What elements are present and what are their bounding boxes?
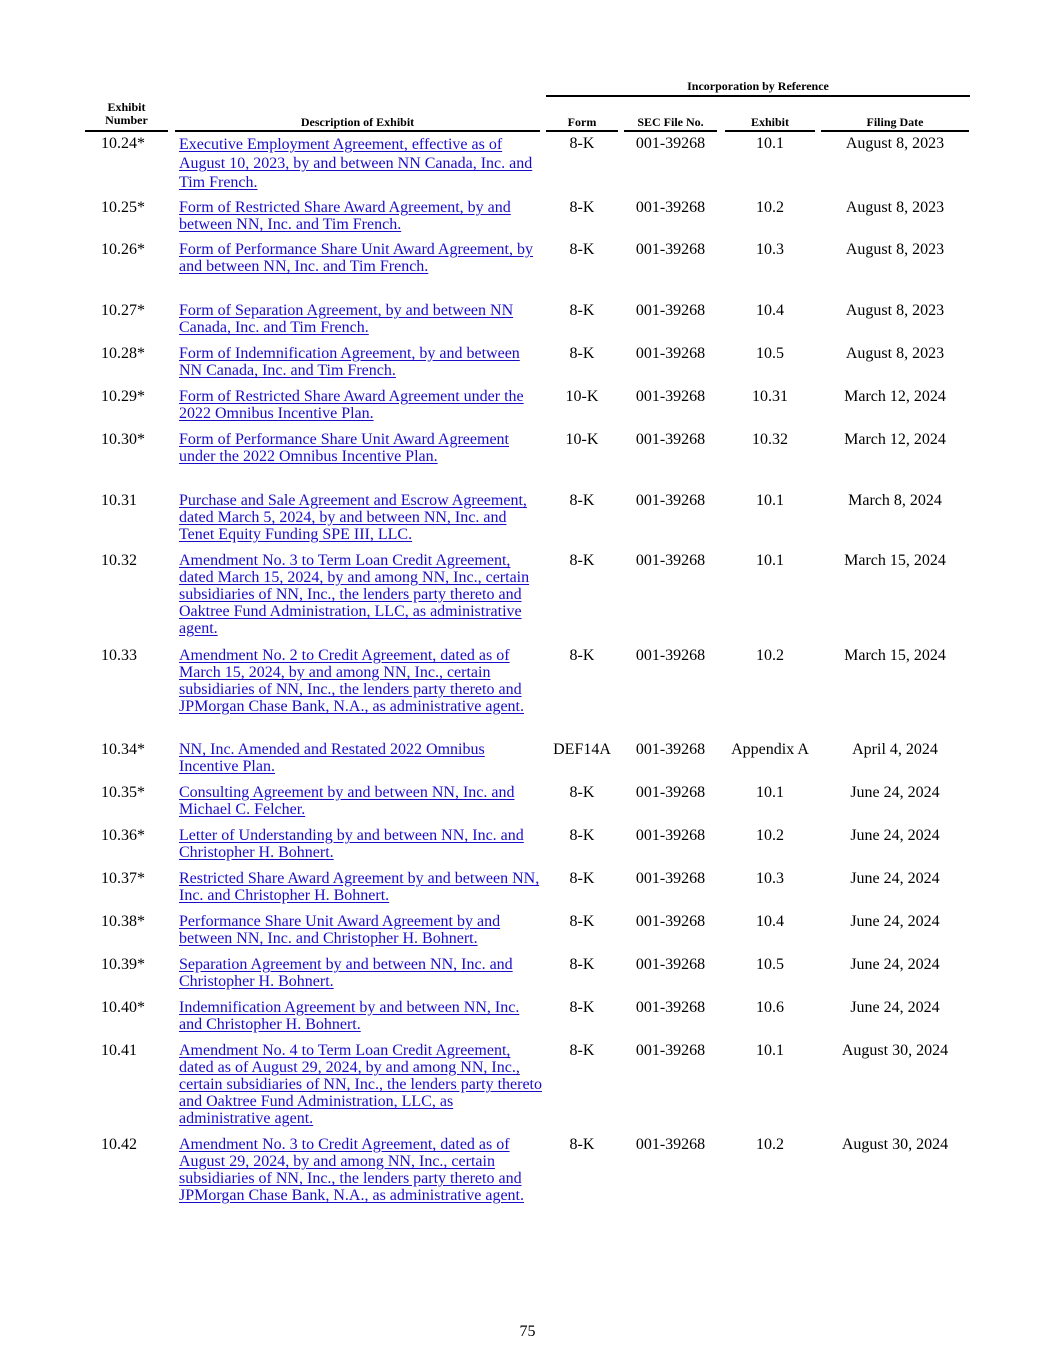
table-row <box>0 388 1055 431</box>
sec-file-cell: 001-39268 <box>635 647 706 664</box>
table-row <box>0 241 1055 302</box>
exhibit-cell: 10.1 <box>756 1042 784 1059</box>
page-number: 75 <box>519 1323 536 1340</box>
sec-file-cell: 001-39268 <box>635 956 706 973</box>
exhibit-cell: 10.1 <box>756 784 784 801</box>
form-cell: 8-K <box>569 647 595 664</box>
exhibit-number: 10.27* <box>101 302 145 319</box>
table-row <box>0 999 1055 1042</box>
filing-date-cell: June 24, 2024 <box>850 956 940 973</box>
table-row <box>0 302 1055 345</box>
table-row <box>0 199 1055 241</box>
exhibit-number: 10.36* <box>101 827 145 844</box>
exhibit-description-link[interactable]: Amendment No. 3 to Term Loan Credit Agreement, dated March 15, 2024, by and among NN, Inc., certain subsidiaries of NN, Inc., the lenders party thereto and Oaktree Fund Administration, LLC, as administrative agent. <box>179 552 530 637</box>
filing-date-cell: June 24, 2024 <box>850 784 940 801</box>
form-cell: 8-K <box>569 870 595 887</box>
form-cell: 8-K <box>569 135 595 152</box>
col-rule-description <box>175 130 540 132</box>
exhibit-number: 10.26* <box>101 241 145 258</box>
filing-date-cell: April 4, 2024 <box>852 741 938 758</box>
exhibit-number: 10.39* <box>101 956 145 973</box>
form-cell: 8-K <box>569 241 595 258</box>
sec-file-cell: 001-39268 <box>635 741 706 758</box>
exhibit-number: 10.41 <box>101 1042 137 1059</box>
form-cell: 8-K <box>569 827 595 844</box>
sec-file-cell: 001-39268 <box>635 1136 706 1153</box>
col-header-sec-file: SEC File No. <box>637 115 704 129</box>
table-row <box>0 431 1055 492</box>
exhibit-description-link[interactable]: Restricted Share Award Agreement by and between NN, Inc. and Christopher H. Bohnert. <box>179 870 540 904</box>
exhibit-cell: 10.2 <box>756 827 784 844</box>
exhibit-cell: 10.2 <box>756 199 784 216</box>
exhibit-cell: 10.1 <box>756 492 784 509</box>
table-row <box>0 552 1055 647</box>
form-cell: 8-K <box>569 199 595 216</box>
filing-date-cell: August 8, 2023 <box>845 302 945 319</box>
form-cell: 8-K <box>569 956 595 973</box>
form-cell: 8-K <box>569 1136 595 1153</box>
exhibit-description-link[interactable]: Executive Employment Agreement, effective as of August 10, 2023, by and between NN Canada, Inc. and Tim French. <box>179 136 533 191</box>
exhibit-cell: 10.1 <box>756 135 784 152</box>
sec-file-cell: 001-39268 <box>635 552 706 569</box>
col-rule-sec-file <box>624 130 717 132</box>
sec-file-cell: 001-39268 <box>635 913 706 930</box>
exhibit-description-link[interactable]: Letter of Understanding by and between NN, Inc. and Christopher H. Bohnert. <box>179 827 524 861</box>
exhibit-cell: 10.6 <box>756 999 784 1016</box>
exhibit-cell: 10.3 <box>756 241 784 258</box>
col-header-filing-date: Filing Date <box>866 115 924 129</box>
exhibit-cell: 10.5 <box>756 956 784 973</box>
exhibit-number: 10.40* <box>101 999 145 1016</box>
exhibit-cell: 10.5 <box>756 345 784 362</box>
exhibit-number: 10.32 <box>101 552 137 569</box>
exhibit-number: 10.37* <box>101 870 145 887</box>
exhibit-description-link[interactable]: Form of Restricted Share Award Agreement under the 2022 Omnibus Incentive Plan. <box>179 388 524 422</box>
form-cell: 8-K <box>569 552 595 569</box>
filing-date-cell: June 24, 2024 <box>850 827 940 844</box>
form-cell: 8-K <box>569 999 595 1016</box>
exhibit-description-link[interactable]: Form of Performance Share Unit Award Agreement under the 2022 Omnibus Incentive Plan. <box>179 431 509 465</box>
filing-date-cell: August 8, 2023 <box>845 199 945 216</box>
exhibit-description-link[interactable]: Form of Restricted Share Award Agreement, by and between NN, Inc. and Tim French. <box>179 199 511 233</box>
exhibit-description-link[interactable]: Purchase and Sale Agreement and Escrow Agreement, dated March 5, 2024, by and between NN, Inc. and Tenet Equity Funding SPE III, LLC. <box>179 492 527 543</box>
col-header-form: Form <box>567 115 597 129</box>
table-row <box>0 827 1055 870</box>
sec-file-cell: 001-39268 <box>635 302 706 319</box>
sec-file-cell: 001-39268 <box>635 999 706 1016</box>
exhibit-description-link[interactable]: Form of Indemnification Agreement, by and between NN Canada, Inc. and Tim French. <box>179 345 520 379</box>
table-row <box>0 741 1055 784</box>
incorporation-by-reference-header: Incorporation by Reference <box>687 79 829 93</box>
form-cell: DEF14A <box>553 741 611 758</box>
col-header-description: Description of Exhibit <box>300 115 415 129</box>
exhibit-number: 10.31 <box>101 492 137 509</box>
filing-date-cell: June 24, 2024 <box>850 913 940 930</box>
filing-date-cell: March 15, 2024 <box>844 552 946 569</box>
exhibit-number: 10.42 <box>101 1136 137 1153</box>
exhibit-description-link[interactable]: Amendment No. 4 to Term Loan Credit Agreement, dated as of August 29, 2024, by and among NN, Inc., certain subsidiaries of NN, Inc., the lenders party thereto and Oaktree Fund Administration, LLC, as administrative agent. <box>179 1042 542 1127</box>
table-row <box>0 492 1055 552</box>
table-row <box>0 870 1055 913</box>
exhibit-cell: 10.4 <box>756 302 784 319</box>
filing-date-cell: August 8, 2023 <box>845 345 945 362</box>
exhibit-description-link[interactable]: Amendment No. 3 to Credit Agreement, dated as of August 29, 2024, by and among NN, Inc., certain subsidiaries of NN, Inc., the lenders party thereto and JPMorgan Chase Bank, N.A., as administrative agent. <box>179 1136 524 1204</box>
exhibit-description-link[interactable]: Separation Agreement by and between NN, Inc. and Christopher H. Bohnert. <box>179 956 513 990</box>
exhibit-description-link[interactable]: Amendment No. 2 to Credit Agreement, dated as of March 15, 2024, by and among NN, Inc., certain subsidiaries of NN, Inc., the lenders party thereto and JPMorgan Chase Bank, N.A., as administrative agent. <box>179 647 524 715</box>
form-cell: 8-K <box>569 492 595 509</box>
filing-date-cell: August 8, 2023 <box>845 241 945 258</box>
filing-date-cell: June 24, 2024 <box>850 999 940 1016</box>
exhibit-description-link[interactable]: NN, Inc. Amended and Restated 2022 Omnibus Incentive Plan. <box>179 741 485 775</box>
exhibit-number: 10.33 <box>101 647 137 664</box>
filing-date-cell: August 30, 2024 <box>841 1136 949 1153</box>
exhibit-description-link[interactable]: Form of Separation Agreement, by and between NN Canada, Inc. and Tim French. <box>179 302 514 336</box>
sec-file-cell: 001-39268 <box>635 1042 706 1059</box>
exhibit-cell: Appendix A <box>731 741 809 758</box>
filing-date-cell: August 8, 2023 <box>845 135 945 152</box>
sec-file-cell: 001-39268 <box>635 431 706 448</box>
group-header-rule <box>546 95 970 97</box>
sec-file-cell: 001-39268 <box>635 241 706 258</box>
table-row <box>0 913 1055 956</box>
sec-file-cell: 001-39268 <box>635 492 706 509</box>
filing-date-cell: March 15, 2024 <box>844 647 946 664</box>
exhibit-cell: 10.2 <box>756 1136 784 1153</box>
form-cell: 8-K <box>569 913 595 930</box>
exhibit-number: 10.35* <box>101 784 145 801</box>
exhibit-cell: 10.32 <box>752 431 788 448</box>
exhibit-number: 10.24* <box>101 135 145 152</box>
table-row <box>0 784 1055 827</box>
exhibit-cell: 10.3 <box>756 870 784 887</box>
form-cell: 10-K <box>565 388 599 405</box>
table-row <box>0 647 1055 741</box>
col-rule-exhibit <box>725 130 815 132</box>
form-cell: 10-K <box>565 431 599 448</box>
table-row <box>0 135 1055 199</box>
exhibit-description-link[interactable]: Indemnification Agreement by and between NN, Inc. and Christopher H. Bohnert. <box>179 999 520 1033</box>
filing-date-cell: March 12, 2024 <box>844 388 946 405</box>
col-rule-filing-date <box>821 130 969 132</box>
col-rule-exhibit-number <box>85 130 168 132</box>
table-row <box>0 1136 1055 1226</box>
exhibit-cell: 10.2 <box>756 647 784 664</box>
sec-file-cell: 001-39268 <box>635 199 706 216</box>
exhibit-number: 10.25* <box>101 199 145 216</box>
form-cell: 8-K <box>569 345 595 362</box>
exhibit-description-link[interactable]: Consulting Agreement by and between NN, Inc. and Michael C. Felcher. <box>179 784 515 818</box>
exhibit-number: 10.29* <box>101 388 145 405</box>
table-row <box>0 345 1055 388</box>
exhibit-description-link[interactable]: Form of Performance Share Unit Award Agreement, by and between NN, Inc. and Tim French. <box>179 241 533 275</box>
exhibit-cell: 10.4 <box>756 913 784 930</box>
filing-date-cell: August 30, 2024 <box>841 1042 949 1059</box>
sec-file-cell: 001-39268 <box>635 870 706 887</box>
col-rule-form <box>546 130 618 132</box>
exhibit-cell: 10.31 <box>752 388 788 405</box>
exhibit-number: 10.34* <box>101 741 145 758</box>
table-row <box>0 956 1055 999</box>
exhibit-number: 10.38* <box>101 913 145 930</box>
col-header-exhibit-number: Exhibit Number <box>105 100 148 127</box>
form-cell: 8-K <box>569 1042 595 1059</box>
exhibit-table <box>0 135 1055 1226</box>
sec-file-cell: 001-39268 <box>635 827 706 844</box>
exhibit-number: 10.28* <box>101 345 145 362</box>
filing-date-cell: March 8, 2024 <box>848 492 942 509</box>
sec-file-cell: 001-39268 <box>635 345 706 362</box>
form-cell: 8-K <box>569 784 595 801</box>
exhibit-cell: 10.1 <box>756 552 784 569</box>
sec-file-cell: 001-39268 <box>635 388 706 405</box>
exhibit-number: 10.30* <box>101 431 145 448</box>
filing-date-cell: March 12, 2024 <box>844 431 946 448</box>
sec-file-cell: 001-39268 <box>635 784 706 801</box>
exhibit-description-link[interactable]: Performance Share Unit Award Agreement by and between NN, Inc. and Christopher H. Bohnert. <box>179 913 501 947</box>
table-row <box>0 1042 1055 1136</box>
form-cell: 8-K <box>569 302 595 319</box>
col-header-exhibit: Exhibit <box>750 115 789 129</box>
filing-date-cell: June 24, 2024 <box>850 870 940 887</box>
sec-file-cell: 001-39268 <box>635 135 706 152</box>
